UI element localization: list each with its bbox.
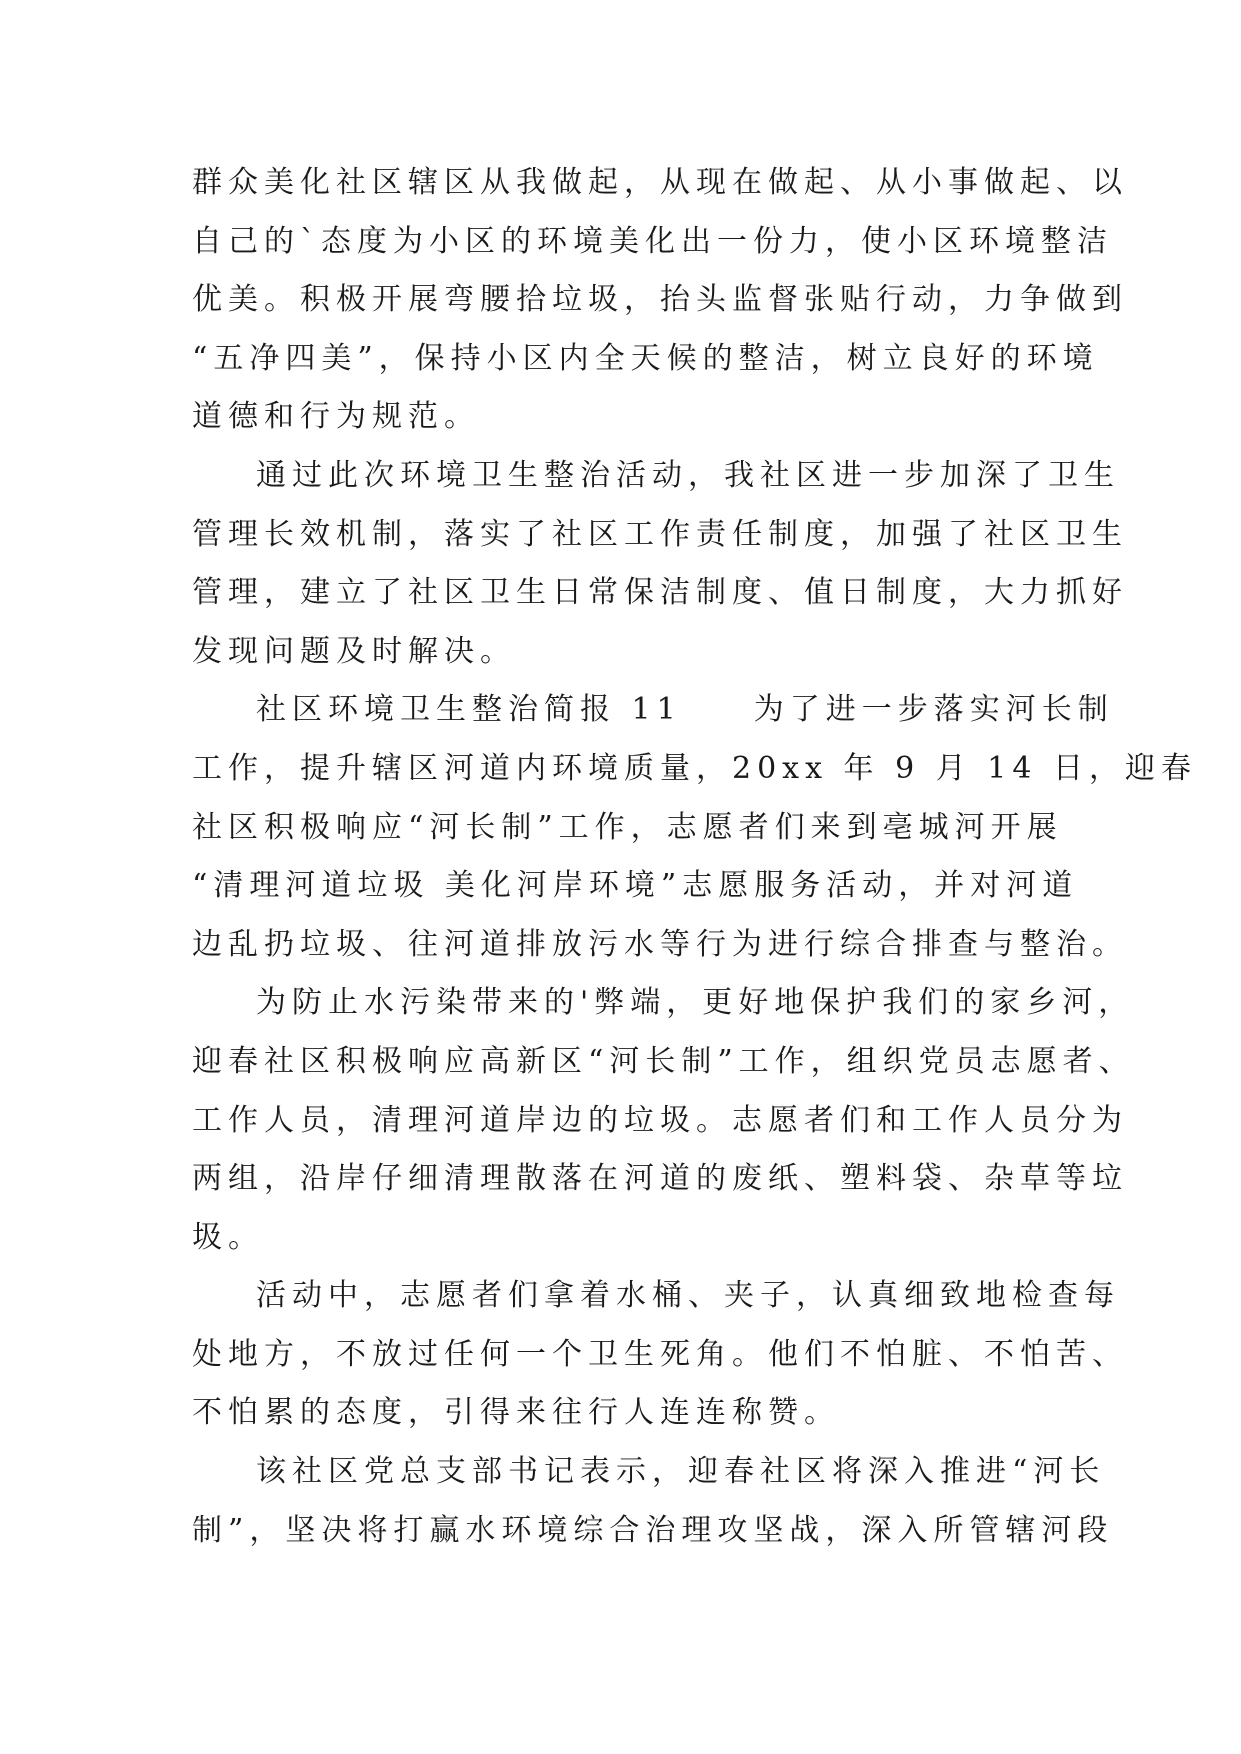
text-line: 处地方，不放过任何一个卫生死角。他们不怕脏、不怕苦、 [192, 1336, 1128, 1372]
body-text [192, 154, 1197, 1560]
text-line: “清理河道垃圾 美化河岸环境”志愿服务活动，并对河道 [192, 868, 1079, 904]
text-line: 发现问题及时解决。 [192, 633, 516, 669]
text-line: 不怕累的态度，引得来往行人连连称赞。 [192, 1395, 840, 1431]
text-line: 制”，坚决将打赢水环境综合治理攻坚战，深入所管辖河段 [192, 1512, 1114, 1548]
text-line: 工作，提升辖区河道内环境质量，20xx 年 9 月 14 日，迎春 [192, 750, 1197, 786]
text-line: 群众美化社区辖区从我做起，从现在做起、从小事做起、以 [192, 165, 1128, 200]
text-line: 该社区党总支部书记表示，迎春社区将深入推进“河长 [256, 1454, 1106, 1490]
text-line: 社区积极响应“河长制”工作，志愿者们来到亳城河开展 [192, 809, 1063, 845]
text-line: 工作人员，清理河道岸边的垃圾。志愿者们和工作人员分为 [192, 1102, 1128, 1138]
text-line: 优美。积极开展弯腰拾垃圾，抬头监督张贴行动，力争做到 [192, 282, 1128, 318]
text-line: 迎春社区积极响应高新区“河长制”工作，组织党员志愿者、 [192, 1043, 1135, 1079]
text-line: “五净四美”，保持小区内全天候的整洁，树立良好的环境 [192, 340, 1099, 376]
text-line: 两组，沿岸仔细清理散落在河道的废纸、塑料袋、杂草等垃 [192, 1161, 1128, 1197]
text-line: 道德和行为规范。 [192, 399, 480, 435]
text-line: 通过此次环境卫生整治活动，我社区进一步加深了卫生 [256, 457, 1120, 493]
text-line: 管理长效机制，落实了社区工作责任制度，加强了社区卫生 [192, 516, 1128, 552]
text-line: 自己的`态度为小区的环境美化出一份力，使小区环境整洁 [192, 223, 1113, 259]
text-line: 边乱扔垃圾、往河道排放污水等行为进行综合排查与整治。 [192, 926, 1128, 962]
text-line: 为防止水污染带来的'弊端，更好地保护我们的家乡河， [256, 985, 1135, 1021]
text-line: 社区环境卫生整治简报 11 为了进一步落实河长制 [256, 692, 1114, 728]
text-line: 管理，建立了社区卫生日常保洁制度、值日制度，大力抓好 [192, 575, 1128, 611]
text-line: 圾。 [192, 1219, 264, 1255]
text-line: 活动中，志愿者们拿着水桶、夹子，认真细致地检查每 [256, 1278, 1120, 1314]
